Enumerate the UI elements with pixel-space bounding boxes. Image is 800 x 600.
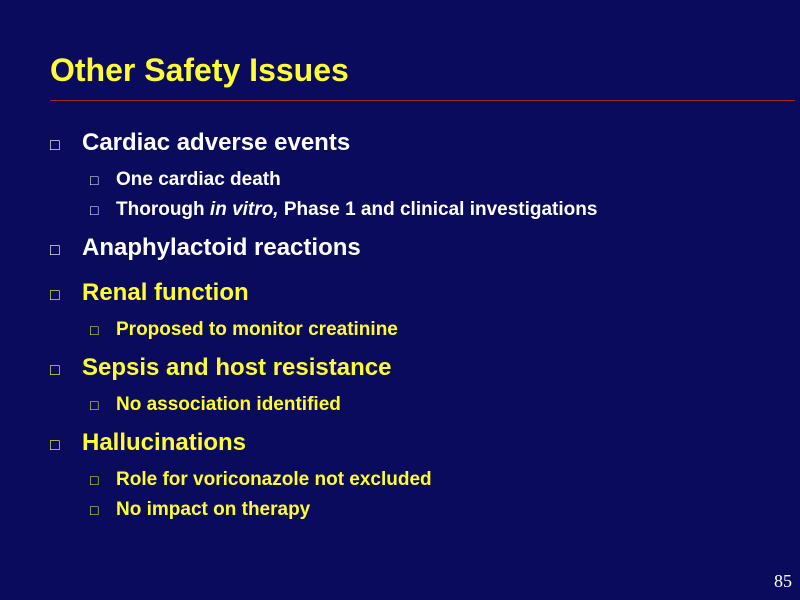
bullet-text: Sepsis and host resistance: [82, 354, 392, 381]
sub-bullet-text-post: Phase 1 and clinical investigations: [278, 199, 598, 220]
square-bullet-icon: □: [90, 202, 99, 218]
sub-bullet-text: No association identified: [116, 394, 341, 415]
bullet-item-renal: [50, 274, 790, 345]
list-item: [50, 315, 790, 345]
list-item: [50, 424, 790, 465]
page-number: 85: [774, 571, 792, 591]
bullet-item-cardiac: [50, 124, 790, 225]
square-bullet-icon: □: [90, 172, 99, 188]
square-bullet-icon: □: [50, 362, 60, 379]
sub-bullet-text: No impact on therapy: [116, 499, 311, 520]
bullet-list: [50, 124, 790, 525]
sub-bullet-text: Role for voriconazole not excluded: [116, 469, 432, 490]
sub-bullet-text-italic: in vitro,: [209, 199, 279, 220]
title-divider: [50, 100, 795, 101]
bullet-text: Cardiac adverse events: [82, 129, 351, 156]
sub-bullet-text: One cardiac death: [116, 169, 281, 190]
sub-bullet-text: [116, 195, 597, 225]
square-bullet-icon: □: [50, 287, 60, 304]
bullet-text: Renal function: [82, 279, 249, 306]
bullet-item-sepsis: [50, 349, 790, 420]
bullet-text: Anaphylactoid reactions: [82, 234, 361, 261]
square-bullet-icon: □: [50, 437, 60, 454]
slide-title: Other Safety Issues: [50, 52, 349, 88]
bullet-item-anaphylactoid: [50, 229, 790, 270]
list-item: [50, 390, 790, 420]
bullet-text: Hallucinations: [82, 429, 247, 456]
square-bullet-icon: □: [90, 502, 99, 518]
list-item: [50, 465, 790, 495]
list-item: [50, 274, 790, 315]
square-bullet-icon: □: [50, 242, 60, 259]
sub-bullet-text-pre: Thorough: [116, 199, 210, 220]
list-item: [50, 229, 790, 270]
list-item: [50, 124, 790, 165]
bullet-item-hallucinations: [50, 424, 790, 525]
list-item: [50, 349, 790, 390]
list-item: [50, 495, 790, 525]
square-bullet-icon: □: [90, 397, 99, 413]
square-bullet-icon: □: [50, 137, 60, 154]
square-bullet-icon: □: [90, 322, 99, 338]
sub-bullet-text: Proposed to monitor creatinine: [116, 319, 398, 340]
square-bullet-icon: □: [90, 472, 99, 488]
list-item: [50, 195, 790, 225]
list-item: [50, 165, 790, 195]
